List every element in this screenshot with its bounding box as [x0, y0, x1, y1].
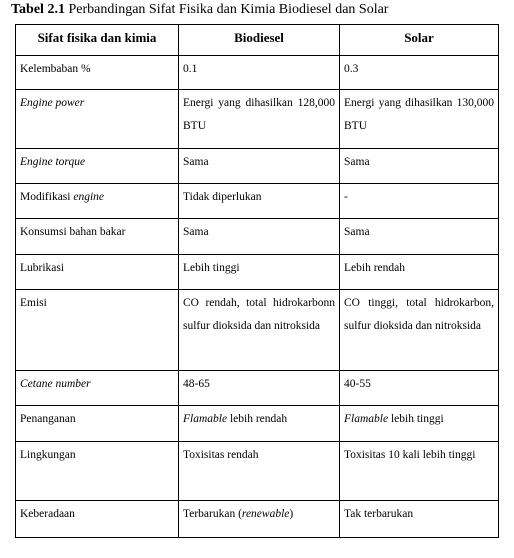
solar-cell: Energi yang dihasilkan 130,000 BTU [340, 90, 499, 149]
property-cell: Keberadaan [16, 501, 179, 538]
table-row [16, 290, 499, 371]
biodiesel-cell: Flamable lebih rendah [179, 406, 340, 442]
solar-cell: 40-55 [340, 371, 499, 406]
property-cell: Engine torque [16, 149, 179, 184]
biodiesel-cell: Tidak diperlukan [179, 184, 340, 219]
header-property: Sifat fisika dan kimia [16, 25, 179, 56]
caption-text: Perbandingan Sifat Fisika dan Kimia Biodiesel dan Solar [64, 2, 389, 17]
comparison-table [15, 24, 499, 538]
solar-cell: Sama [340, 219, 499, 255]
property-cell: Cetane number [16, 371, 179, 406]
property-cell: Penanganan [16, 406, 179, 442]
property-cell: Lingkungan [16, 442, 179, 501]
solar-cell: Lebih rendah [340, 255, 499, 290]
solar-cell: Toxisitas 10 kali lebih tinggi [340, 442, 499, 501]
table-row [16, 90, 499, 149]
table-row [16, 442, 499, 501]
solar-cell: Sama [340, 149, 499, 184]
solar-cell: 0.3 [340, 56, 499, 90]
caption-label: Tabel 2.1 [11, 2, 65, 17]
solar-cell: CO tinggi, total hidrokarbon, sulfur dioksida dan nitroksida [340, 290, 499, 371]
property-cell: Modifikasi engine [16, 184, 179, 219]
table-row [16, 56, 499, 90]
biodiesel-cell: Sama [179, 219, 340, 255]
biodiesel-cell: Sama [179, 149, 340, 184]
table-row [16, 219, 499, 255]
table-row [16, 406, 499, 442]
header-biodiesel: Biodiesel [179, 25, 340, 56]
property-cell: Kelembaban % [16, 56, 179, 90]
header-solar: Solar [340, 25, 499, 56]
biodiesel-cell: 0.1 [179, 56, 340, 90]
solar-cell: Flamable lebih tinggi [340, 406, 499, 442]
property-cell: Engine power [16, 90, 179, 149]
property-cell: Konsumsi bahan bakar [16, 219, 179, 255]
table-row [16, 371, 499, 406]
table-row [16, 184, 499, 219]
biodiesel-cell: Energi yang dihasilkan 128,000 BTU [179, 90, 340, 149]
solar-cell: - [340, 184, 499, 219]
biodiesel-cell: CO rendah, total hidrokarbonn sulfur dioksida dan nitroksida [179, 290, 340, 371]
header-row [16, 25, 499, 56]
biodiesel-cell: Terbarukan (renewable) [179, 501, 340, 538]
biodiesel-cell: 48-65 [179, 371, 340, 406]
table-row [16, 149, 499, 184]
biodiesel-cell: Toxisitas rendah [179, 442, 340, 501]
table-row [16, 501, 499, 538]
solar-cell: Tak terbarukan [340, 501, 499, 538]
property-cell: Lubrikasi [16, 255, 179, 290]
property-cell: Emisi [16, 290, 179, 371]
table-caption [11, 2, 388, 18]
biodiesel-cell: Lebih tinggi [179, 255, 340, 290]
table-row [16, 255, 499, 290]
